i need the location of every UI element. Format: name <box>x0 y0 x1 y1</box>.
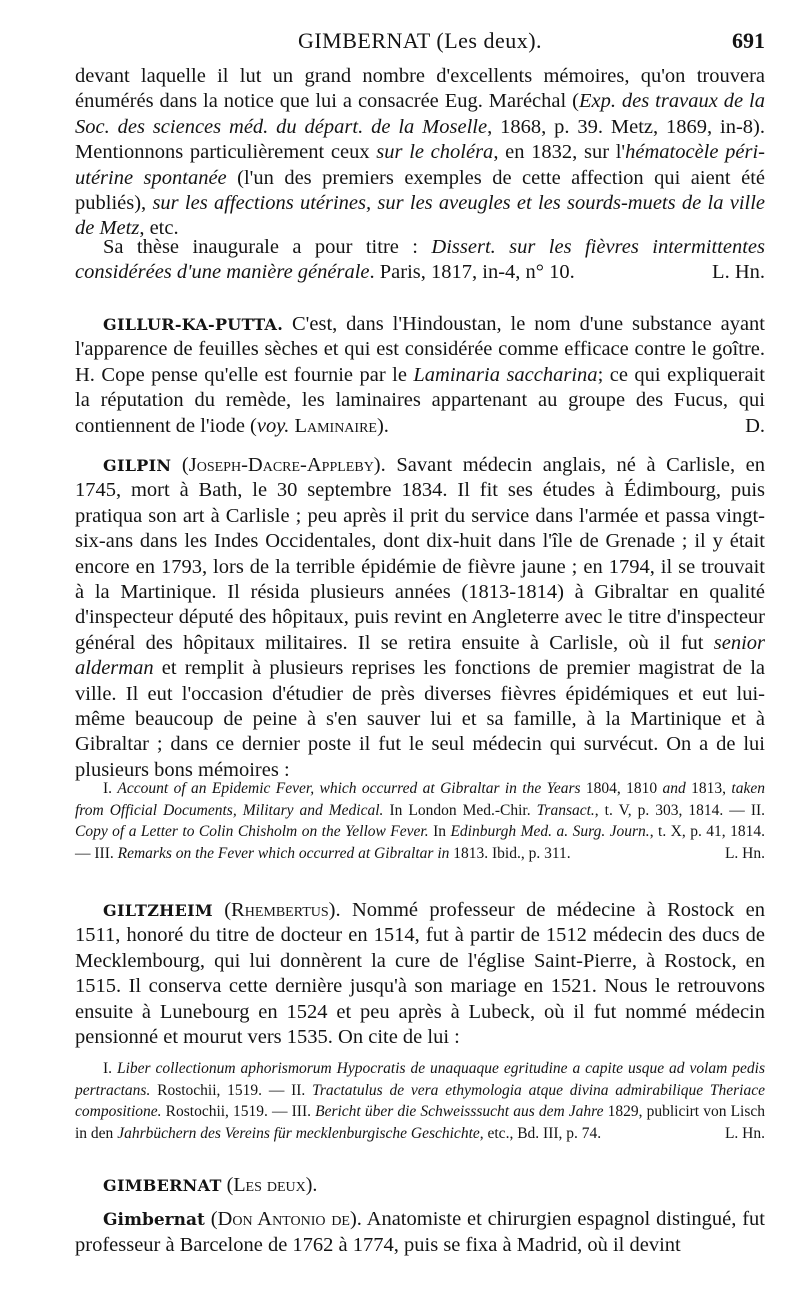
text-run: 1813, <box>685 780 732 797</box>
text-run: and <box>662 780 686 797</box>
text-run: taken from Official Documents, Military and Medical. <box>75 780 765 819</box>
text-run: Nommé professeur de médecine à Rostock en 1511, honoré du titre de docteur en 1514, fut à partir de 1512 médecin des ducs de Mecklembourg, qui lui donnèrent la cure de l'église Saint-Pierre, à Rostock, en 1515. Il conserva cette dernière jusqu'à son mariage en 1521. Nous le retrouvons ensuite à Lunebourg en 1524 et peu après à Lubeck, où il fut nommé médecin pensionné et mourut vers 1535. On cite de lui : <box>75 899 765 1049</box>
text-run: Account of an Epidemic Fever, which occurred at Gibraltar in the Years <box>117 780 581 797</box>
text-run: Laminaire <box>289 414 377 437</box>
text-run: Dissert. sur les fièvres intermittentes considérées d'une manière générale <box>75 236 765 284</box>
author-signature: L. Hn. <box>712 261 765 284</box>
text-run: In London Med.-Chir. <box>383 801 537 819</box>
page-header <box>75 28 765 60</box>
text-run: In <box>428 823 451 840</box>
text-run: Transact. <box>536 801 595 819</box>
running-title: GIMBERNAT (Les deux). <box>297 28 543 53</box>
text-run: sur le choléra <box>376 141 494 164</box>
giltzheim-bibliography <box>75 1058 765 1144</box>
text-run: I. <box>103 780 118 797</box>
text-run: devant laquelle il lut un grand nombre d'excellents mémoires, qu'on trouvera énumérés dans la notice que lui a consacrée Eug. Maréchal ( <box>75 65 765 113</box>
text-run: Savant médecin anglais, né à Carlisle, en 1745, mort à Bath, le 30 septembre 1834. Il fit ses études à Édimbourg, puis pratiqua son art à Carlisle ; peu après il prit du service dans l'armée et passa vingt-six-ans dans les Indes Occidentales, dont dix-huit dans l'île de Grenade ; il y était encore en 1793, lors de la terrible épidémie de fièvre jaune ; en 1794, il se trouvait à la Martinique. Il résida plusieurs années (1813-1814) à Gibraltar en qualité d'inspecteur député des hôpitaux, puis revint en Angleterre avec le titre d'inspecteur général des hôpitaux militaires. Il se retira ensuite à Carlisle, où il fut <box>75 454 766 654</box>
text-run: voy. <box>256 414 290 437</box>
text-run: Copy of a Letter to Colin Chisholm on the Yellow Fever. <box>75 823 429 840</box>
text-run: Remarks on the Fever which occurred at Gibraltar in <box>117 844 450 862</box>
entry-headword: Gimbernat <box>103 1210 205 1230</box>
text-run: 1813. Ibid., p. 311. <box>449 844 571 862</box>
entry-person-name: (Joseph-Dacre-Appleby). <box>171 454 386 476</box>
entry-gillur-ka-putta <box>75 312 765 439</box>
text-run: et remplit à plusieurs reprises les fonctions de premier magistrat de la ville. Il eut l'occasion d'étudier de près diverses fièvres épidémiques et eut lui-même beaucoup de peine à s'en sauver lui et sa famille, à la Martinique et à Gibraltar ; dans ce dernier poste il fut le seul médecin qui survécut. On a de lui plusieurs bons mémoires : <box>75 657 765 781</box>
author-signature: D. <box>745 414 765 437</box>
entry-giltzheim <box>75 898 765 1050</box>
text-run: , 1868, p. 39. Metz, 1869, in-8). Mentionnons particulièrement ceux <box>75 115 765 164</box>
text-run: Liber collectionum aphorismorum Hypocratis de unaquaque egritudine a capite usque ad volam pedis pertractans. <box>75 1060 765 1099</box>
text-run: Tractatulus de vera ethymologia atque divina admirabilique Theriace compositione. <box>75 1081 766 1120</box>
text-run: , en 1832, sur l' <box>493 141 626 164</box>
text-run: senior alderman <box>75 631 765 680</box>
text-run: sur les affections utérines, sur les aveugles et les sourds-muets de la ville de Metz <box>75 192 766 240</box>
text-run: Jahrbüchern des Vereins für mecklenburgische Geschichte <box>117 1124 480 1142</box>
text-run: 1804, 1810 <box>580 780 663 797</box>
text-run: C'est, dans l'Hindoustan, le nom d'une substance ayant l'apparence de feuilles sèches et qui est considérée comme efficace contre le goître. H. Cope pense qu'elle est fournie par le <box>75 313 765 386</box>
entry-headword: GIMBERNAT <box>103 1176 222 1195</box>
gilpin-bibliography <box>75 778 765 864</box>
continuation-paragraph <box>75 64 765 242</box>
text-run: Anatomiste et chirurgien espagnol distingué, fut professeur à Barcelone de 1762 à 1774, puis se fixa à Madrid, où il devint <box>75 1208 765 1257</box>
text-run: 1829, publicirt von Lisch in den <box>75 1103 766 1142</box>
text-run: , etc. <box>139 217 179 240</box>
text-run: (l'un des premiers exemples de cette affection qui aient été publiés), <box>75 166 765 215</box>
author-signature: L. Hn. <box>724 844 765 862</box>
text-run: . Paris, 1817, in-4, n° 10. <box>369 261 575 284</box>
entry-headword: GILTZHEIM <box>103 901 213 920</box>
text-run: , etc., Bd. III, p. 74. <box>479 1124 602 1142</box>
entry-person-name: (Don Antonio de). <box>204 1208 362 1230</box>
entry-headword: GILLUR-KA-PUTTA. <box>103 315 284 334</box>
entry-headword: GILPIN <box>103 456 172 475</box>
text-run: hématocèle péri-utérine spontanée <box>75 141 766 189</box>
entry-gimbernat-antonio <box>75 1207 765 1259</box>
text-run: Rostochii, 1519. — II. <box>150 1081 313 1099</box>
text-run: , t. X, p. 41, 1814. — III. <box>75 823 765 862</box>
text-run: Exp. des travaux de la Soc. des sciences méd. du départ. de la Moselle <box>75 90 765 138</box>
heading-suffix: (Les deux). <box>221 1174 318 1196</box>
text-run: Rostochii, 1519. — III. <box>161 1103 316 1120</box>
gimbernat-heading <box>75 1174 765 1197</box>
entry-person-name: (Rhembertus). <box>212 899 341 921</box>
text-run: Edinburgh Med. a. Surg. Journ. <box>450 823 650 840</box>
text-run: Bericht über die Schweisssucht aus dem Jahre <box>315 1103 604 1120</box>
text-run: ; ce qui expliquerait la réputation du remède, les laminaires appartenant au groupe des Fucus, qui contiennent de l'iode ( <box>75 363 765 437</box>
text-run: ). <box>376 414 389 437</box>
entry-gilpin <box>75 453 765 783</box>
page-number: 691 <box>732 28 765 53</box>
these-paragraph <box>75 235 765 286</box>
text-run: Laminaria saccharina <box>413 363 598 386</box>
author-signature: L. Hn. <box>724 1124 765 1142</box>
text-run: I. <box>103 1060 117 1077</box>
text-run: Sa thèse inaugurale a pour titre : <box>103 236 432 258</box>
text-run: , t. V, p. 303, 1814. — II. <box>594 801 766 819</box>
